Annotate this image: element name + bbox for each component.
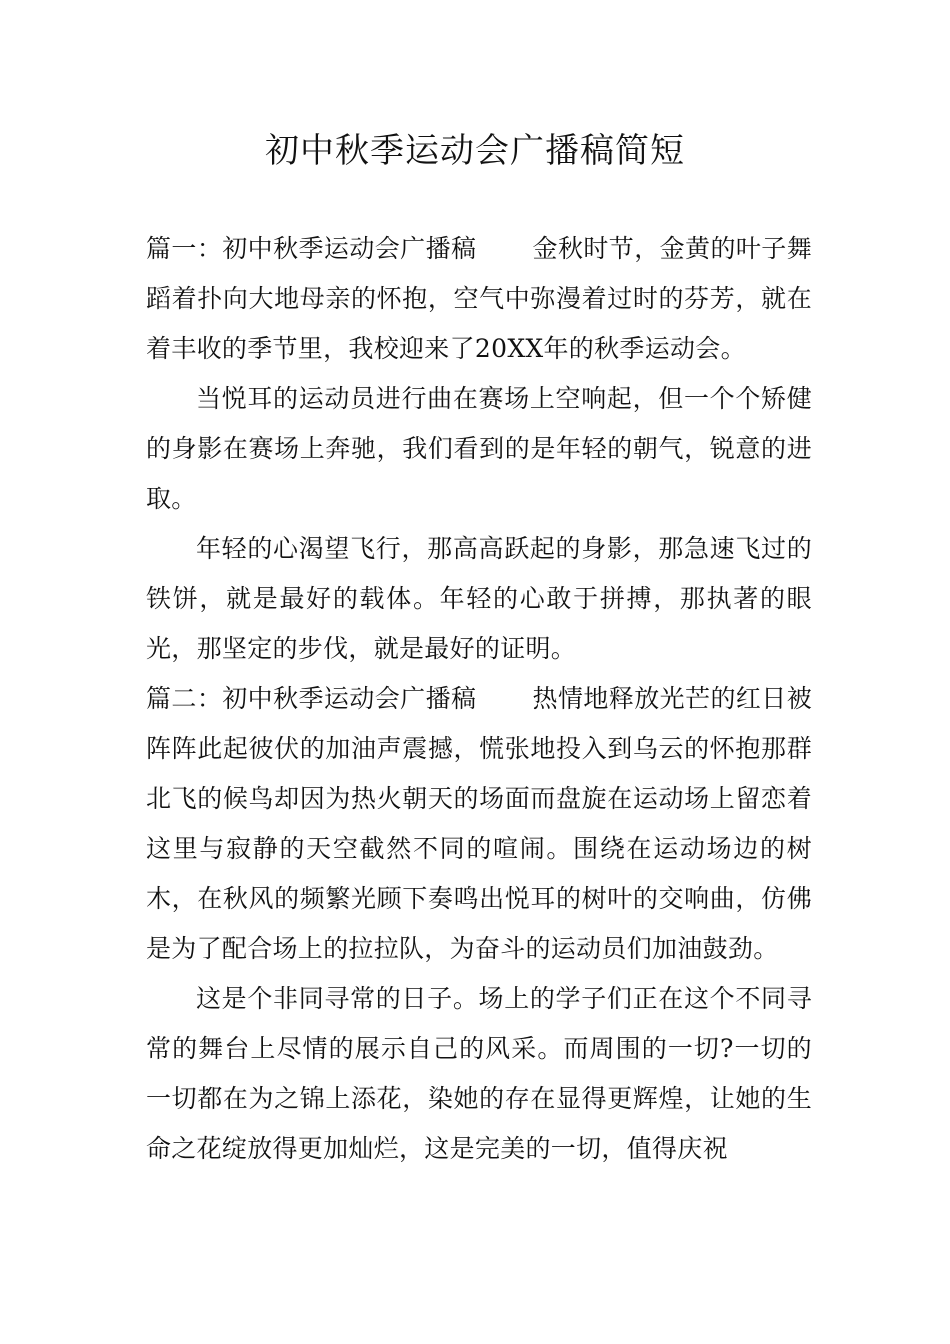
paragraph-2: 当悦耳的运动员进行曲在赛场上空响起，但一个个矫健的身影在赛场上奔驰，我们看到的是年轻的朝气，锐意的进取。 (146, 384, 812, 513)
section-one-paragraph (146, 224, 812, 374)
section-one-text: 金秋时节，金黄的叶子舞蹈着扑向大地母亲的怀抱，空气中弥漫着过时的芬芳，就在着丰收的季节里，我校迎来了20XX年的秋季运动会。 (146, 234, 812, 363)
document-title: 初中秋季运动会广播稿简短 (265, 131, 685, 171)
document-body (146, 224, 812, 1174)
section-two-heading: 篇二：初中秋季运动会广播稿 (146, 684, 477, 713)
paragraph-3: 年轻的心渴望飞行，那高高跃起的身影，那急速飞过的铁饼，就是最好的载体。年轻的心敢于拼搏，那执著的眼光，那坚定的步伐，就是最好的证明。 (146, 534, 812, 663)
paragraph-5: 这是个非同寻常的日子。场上的学子们正在这个不同寻常的舞台上尽情的展示自己的风采。而周围的一切?一切的一切都在为之锦上添花，染她的存在显得更辉煌，让她的生命之花绽放得更加灿烂，这是完美的一切，值得庆祝 (146, 984, 812, 1163)
section-one-heading: 篇一：初中秋季运动会广播稿 (146, 234, 477, 263)
section-two-paragraph (146, 674, 812, 974)
section-two-text: 热情地释放光芒的红日被阵阵此起彼伏的加油声震撼，慌张地投入到乌云的怀抱那群北飞的候鸟却因为热火朝天的场面而盘旋在运动场上留恋着这里与寂静的天空截然不同的喧闹。围绕在运动场边的树木，在秋风的频繁光顾下奏鸣出悦耳的树叶的交响曲，仿佛是为了配合场上的拉拉队，为奋斗的运动员们加油鼓劲。 (146, 684, 812, 963)
